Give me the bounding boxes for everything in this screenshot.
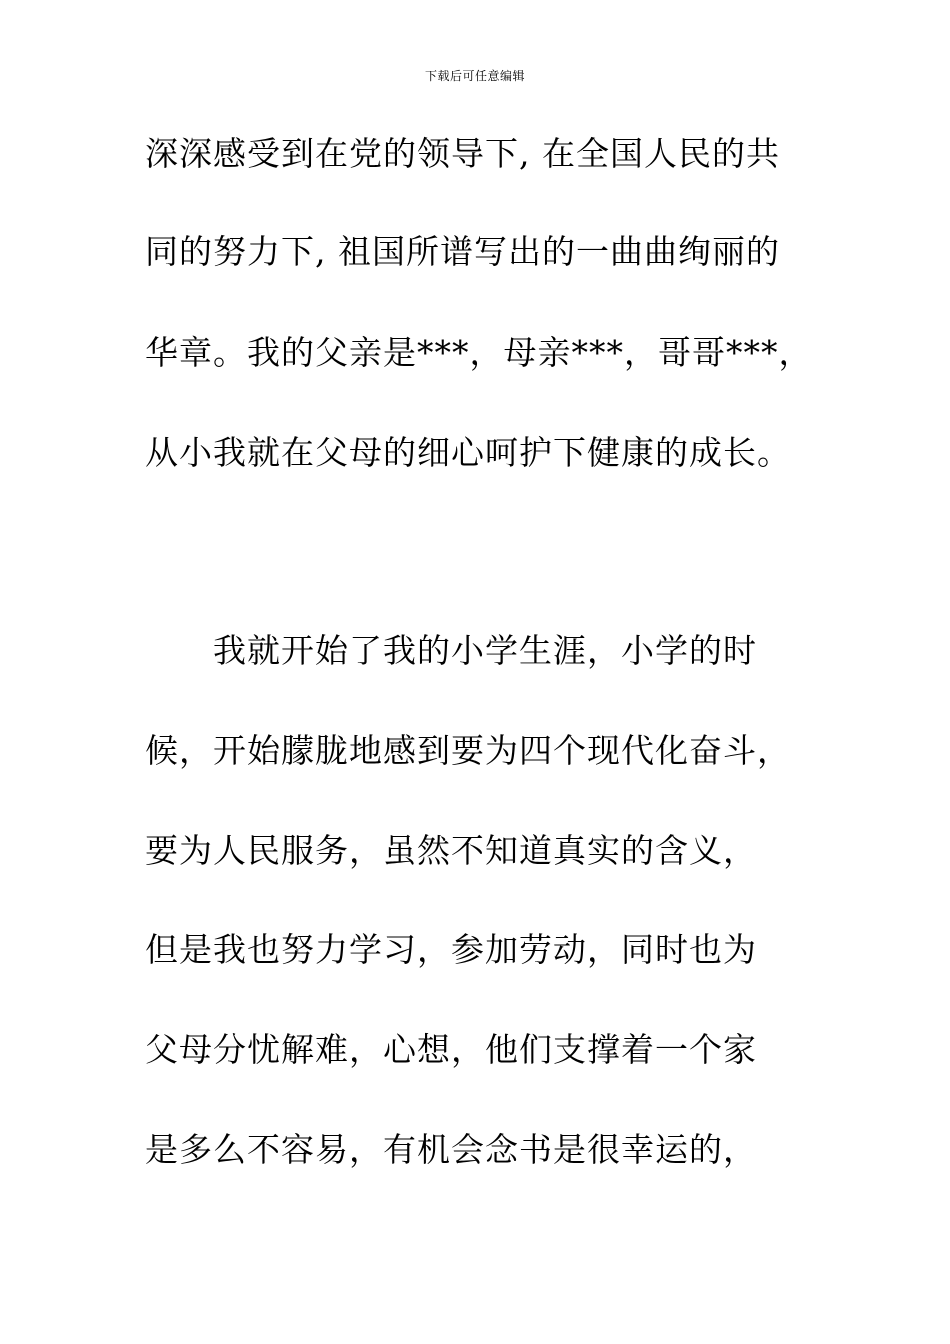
text-line: 从小我就在父母的细心呵护下健康的成长。: [145, 433, 791, 472]
text-line: 候，开始朦胧地感到要为四个现代化奋斗，: [145, 731, 791, 770]
text-line: 我就开始了我的小学生涯，小学的时: [213, 631, 757, 670]
text-line: 要为人民服务，虽然不知道真实的含义，: [145, 831, 757, 870]
text-line: 深深感受到在党的领导下, 在全国人民的共: [145, 134, 780, 173]
text-line: 华章。我的父亲是***，母亲***，哥哥***，: [145, 333, 813, 372]
page-header: 下载后可任意编辑: [424, 69, 525, 83]
text-line: 父母分忧解难，心想，他们支撑着一个家: [145, 1030, 757, 1069]
text-line: 是多么不容易，有机会念书是很幸运的，: [145, 1130, 757, 1169]
text-line: 但是我也努力学习，参加劳动，同时也为: [145, 930, 757, 969]
text-line: 同的努力下, 祖国所谱写出的一曲曲绚丽的: [145, 232, 780, 271]
